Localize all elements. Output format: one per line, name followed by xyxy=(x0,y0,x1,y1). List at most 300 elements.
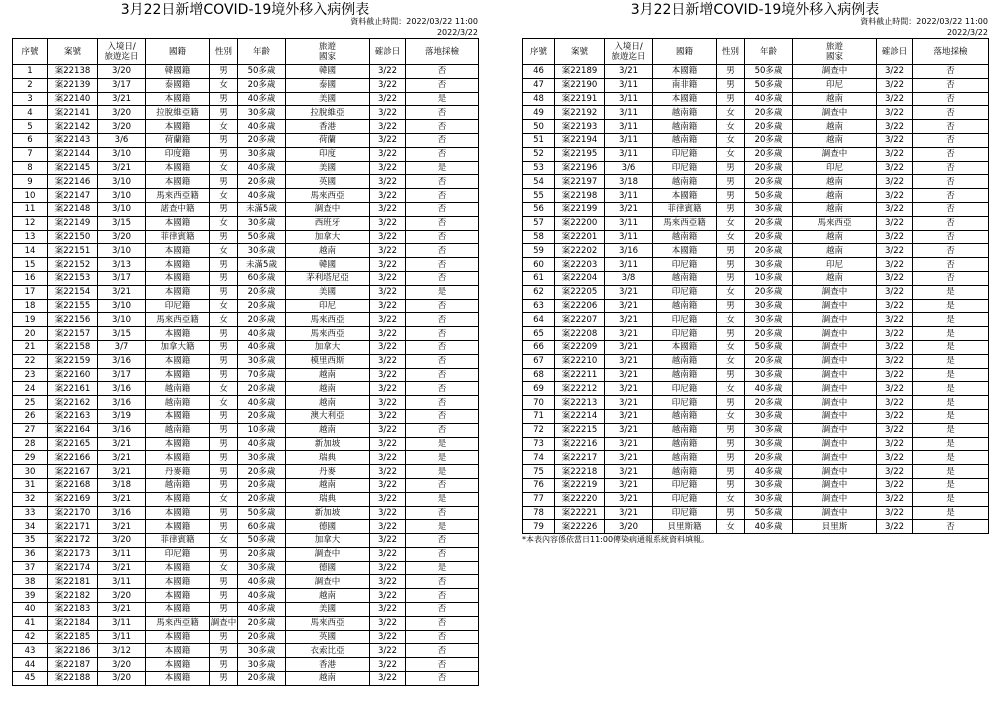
table-row xyxy=(13,299,479,313)
cell-confirm-date: 3/22 xyxy=(370,216,406,230)
column-header-nationality: 國籍 xyxy=(653,39,717,65)
cell-gender: 女 xyxy=(717,354,745,368)
cell-age: 50多歲 xyxy=(238,230,286,244)
cell-nationality: 越南籍 xyxy=(653,175,717,189)
cell-landing-test: 否 xyxy=(406,354,479,368)
cell-seq-number: 11 xyxy=(13,202,48,216)
cell-seq-number: 63 xyxy=(523,299,555,313)
cell-age: 40多歲 xyxy=(238,120,286,134)
table-row xyxy=(523,327,989,341)
table-row xyxy=(523,133,989,147)
cell-entry-date: 3/10 xyxy=(98,175,146,189)
cell-entry-date: 3/21 xyxy=(98,451,146,465)
cell-confirm-date: 3/22 xyxy=(877,65,913,79)
table-header-row xyxy=(523,39,989,65)
cell-gender: 女 xyxy=(717,147,745,161)
cell-landing-test: 否 xyxy=(913,133,989,147)
cell-travel-country: 印尼 xyxy=(793,78,877,92)
cell-case-number: 案22144 xyxy=(48,147,98,161)
cell-gender: 女 xyxy=(210,299,238,313)
cell-nationality: 菲律賓籍 xyxy=(653,202,717,216)
cell-nationality: 本國籍 xyxy=(653,189,717,203)
cell-case-number: 案22148 xyxy=(48,202,98,216)
cell-nationality: 菲律賓籍 xyxy=(146,230,210,244)
cell-nationality: 本國籍 xyxy=(146,644,210,658)
cell-seq-number: 74 xyxy=(523,451,555,465)
cell-confirm-date: 3/22 xyxy=(877,161,913,175)
table-row xyxy=(13,327,479,341)
cell-confirm-date: 3/22 xyxy=(370,437,406,451)
cell-gender: 女 xyxy=(717,216,745,230)
column-header-travel-country: 旅遊 國家 xyxy=(793,39,877,65)
cell-age: 40多歲 xyxy=(745,382,793,396)
cell-landing-test: 否 xyxy=(406,216,479,230)
cell-seq-number: 30 xyxy=(13,465,48,479)
cell-seq-number: 20 xyxy=(13,327,48,341)
cell-case-number: 案22209 xyxy=(555,340,605,354)
cell-age: 30多歲 xyxy=(238,147,286,161)
cell-gender: 男 xyxy=(210,327,238,341)
cell-nationality: 南非籍 xyxy=(653,78,717,92)
page-title: 3月22日新增COVID-19境外移入病例表 xyxy=(120,2,370,18)
cell-case-number: 案22171 xyxy=(48,520,98,534)
cell-gender: 女 xyxy=(210,534,238,548)
cell-nationality: 本國籍 xyxy=(146,589,210,603)
table-row xyxy=(13,313,479,327)
cell-case-number: 案22201 xyxy=(555,230,605,244)
cell-landing-test: 否 xyxy=(913,65,989,79)
cell-travel-country: 調查中 xyxy=(286,547,370,561)
table-row xyxy=(13,78,479,92)
cell-landing-test: 是 xyxy=(913,451,989,465)
table-row xyxy=(13,451,479,465)
cell-seq-number: 59 xyxy=(523,244,555,258)
cell-nationality: 本國籍 xyxy=(653,92,717,106)
cell-age: 40多歲 xyxy=(745,520,793,534)
cell-landing-test: 是 xyxy=(913,340,989,354)
cell-landing-test: 否 xyxy=(406,368,479,382)
cell-travel-country: 調查中 xyxy=(793,65,877,79)
table-row xyxy=(13,161,479,175)
cell-case-number: 案22153 xyxy=(48,271,98,285)
cell-confirm-date: 3/22 xyxy=(877,92,913,106)
table-row xyxy=(523,216,989,230)
cell-confirm-date: 3/22 xyxy=(877,244,913,258)
data-cutoff-time: 資料截止時間：2022/03/22 11:00 xyxy=(350,17,478,26)
cell-entry-date: 3/12 xyxy=(98,644,146,658)
cell-seq-number: 48 xyxy=(523,92,555,106)
cell-age: 20多歲 xyxy=(238,299,286,313)
column-header-age: 年齡 xyxy=(238,39,286,65)
cell-travel-country: 調查中 xyxy=(793,396,877,410)
cell-age: 30多歲 xyxy=(745,437,793,451)
cell-travel-country: 調查中 xyxy=(793,506,877,520)
cell-nationality: 本國籍 xyxy=(146,451,210,465)
footnote: *本表內容係依當日11:00傳染病通報系統資料填報。 xyxy=(522,535,710,544)
cell-seq-number: 64 xyxy=(523,313,555,327)
column-header-case-number: 案號 xyxy=(48,39,98,65)
cell-seq-number: 54 xyxy=(523,175,555,189)
cell-confirm-date: 3/22 xyxy=(370,630,406,644)
cell-entry-date: 3/20 xyxy=(98,65,146,79)
cell-nationality: 越南籍 xyxy=(146,396,210,410)
cell-age: 20多歲 xyxy=(238,78,286,92)
cell-landing-test: 否 xyxy=(406,506,479,520)
cell-age: 40多歲 xyxy=(745,92,793,106)
cell-seq-number: 44 xyxy=(13,658,48,672)
cell-seq-number: 70 xyxy=(523,396,555,410)
cell-case-number: 案22193 xyxy=(555,120,605,134)
cell-travel-country: 印尼 xyxy=(793,161,877,175)
cell-nationality: 本國籍 xyxy=(146,575,210,589)
cell-gender: 男 xyxy=(210,603,238,617)
cell-gender: 男 xyxy=(717,65,745,79)
cell-landing-test: 否 xyxy=(406,271,479,285)
cell-gender: 男 xyxy=(717,465,745,479)
table-row xyxy=(523,299,989,313)
cell-age: 10多歲 xyxy=(745,271,793,285)
cell-entry-date: 3/21 xyxy=(98,92,146,106)
cell-age: 20多歲 xyxy=(238,175,286,189)
cell-nationality: 越南籍 xyxy=(653,299,717,313)
table-row xyxy=(13,520,479,534)
cell-entry-date: 3/21 xyxy=(605,368,653,382)
cell-gender: 男 xyxy=(210,547,238,561)
cell-seq-number: 58 xyxy=(523,230,555,244)
cell-gender: 男 xyxy=(210,451,238,465)
cell-entry-date: 3/11 xyxy=(605,133,653,147)
cell-travel-country: 調查中 xyxy=(793,423,877,437)
cell-case-number: 案22150 xyxy=(48,230,98,244)
cell-confirm-date: 3/22 xyxy=(370,92,406,106)
cell-seq-number: 19 xyxy=(13,313,48,327)
cell-landing-test: 否 xyxy=(406,630,479,644)
cell-travel-country: 印度 xyxy=(286,147,370,161)
cell-age: 50多歲 xyxy=(238,65,286,79)
cell-confirm-date: 3/22 xyxy=(877,506,913,520)
cell-entry-date: 3/11 xyxy=(98,616,146,630)
cell-gender: 女 xyxy=(717,230,745,244)
cell-confirm-date: 3/22 xyxy=(370,506,406,520)
cell-gender: 女 xyxy=(210,561,238,575)
cell-case-number: 案22145 xyxy=(48,161,98,175)
cell-gender: 女 xyxy=(210,216,238,230)
cell-gender: 女 xyxy=(210,244,238,258)
cell-landing-test: 否 xyxy=(913,258,989,272)
cell-nationality: 本國籍 xyxy=(146,175,210,189)
cell-seq-number: 24 xyxy=(13,382,48,396)
cell-confirm-date: 3/22 xyxy=(370,161,406,175)
cell-confirm-date: 3/22 xyxy=(370,271,406,285)
cell-confirm-date: 3/22 xyxy=(370,672,406,686)
cell-travel-country: 馬來西亞 xyxy=(286,313,370,327)
cell-entry-date: 3/21 xyxy=(98,285,146,299)
cell-age: 30多歲 xyxy=(238,561,286,575)
cell-entry-date: 3/13 xyxy=(98,258,146,272)
cell-confirm-date: 3/22 xyxy=(877,299,913,313)
cell-entry-date: 3/21 xyxy=(98,465,146,479)
cell-entry-date: 3/11 xyxy=(605,230,653,244)
cell-confirm-date: 3/22 xyxy=(370,465,406,479)
cell-nationality: 本國籍 xyxy=(146,285,210,299)
cell-nationality: 印尼籍 xyxy=(653,396,717,410)
cell-nationality: 本國籍 xyxy=(146,244,210,258)
cell-nationality: 馬來西亞籍 xyxy=(146,313,210,327)
column-header-gender: 性別 xyxy=(210,39,238,65)
data-cutoff-time: 資料截止時間：2022/03/22 11:00 xyxy=(860,17,988,26)
cell-landing-test: 否 xyxy=(406,120,479,134)
cell-gender: 男 xyxy=(210,437,238,451)
cell-case-number: 案22192 xyxy=(555,106,605,120)
cases-table-right xyxy=(522,38,989,534)
cell-age: 50多歲 xyxy=(745,340,793,354)
cell-seq-number: 10 xyxy=(13,189,48,203)
cell-confirm-date: 3/22 xyxy=(370,189,406,203)
cell-confirm-date: 3/22 xyxy=(877,492,913,506)
cell-confirm-date: 3/22 xyxy=(877,175,913,189)
cell-travel-country: 馬來西亞 xyxy=(286,189,370,203)
cell-seq-number: 53 xyxy=(523,161,555,175)
cell-confirm-date: 3/22 xyxy=(877,465,913,479)
cell-travel-country: 韓國 xyxy=(286,258,370,272)
cell-landing-test: 是 xyxy=(406,161,479,175)
cell-age: 30多歲 xyxy=(238,106,286,120)
cell-seq-number: 21 xyxy=(13,340,48,354)
cell-travel-country: 越南 xyxy=(793,189,877,203)
table-row xyxy=(523,230,989,244)
cell-seq-number: 37 xyxy=(13,561,48,575)
cell-travel-country: 英國 xyxy=(286,175,370,189)
cell-nationality: 印尼籍 xyxy=(653,161,717,175)
cell-landing-test: 是 xyxy=(406,437,479,451)
cell-landing-test: 否 xyxy=(406,589,479,603)
cell-seq-number: 73 xyxy=(523,437,555,451)
cell-landing-test: 是 xyxy=(406,451,479,465)
cell-entry-date: 3/6 xyxy=(605,161,653,175)
cell-nationality: 本國籍 xyxy=(146,327,210,341)
cell-nationality: 印尼籍 xyxy=(653,478,717,492)
cell-entry-date: 3/15 xyxy=(98,327,146,341)
cell-travel-country: 越南 xyxy=(793,92,877,106)
cell-case-number: 案22217 xyxy=(555,451,605,465)
cell-gender: 女 xyxy=(210,189,238,203)
table-row xyxy=(13,285,479,299)
cell-landing-test: 是 xyxy=(406,520,479,534)
cell-entry-date: 3/21 xyxy=(605,65,653,79)
cell-seq-number: 50 xyxy=(523,120,555,134)
cell-age: 30多歲 xyxy=(745,299,793,313)
cell-gender: 男 xyxy=(210,658,238,672)
cell-case-number: 案22181 xyxy=(48,575,98,589)
cell-landing-test: 否 xyxy=(913,92,989,106)
cell-seq-number: 17 xyxy=(13,285,48,299)
cases-table-left xyxy=(12,38,479,686)
cell-age: 20多歲 xyxy=(238,409,286,423)
cell-seq-number: 28 xyxy=(13,437,48,451)
cell-case-number: 案22207 xyxy=(555,313,605,327)
cell-nationality: 馬來西亞籍 xyxy=(146,189,210,203)
cell-travel-country: 韓國 xyxy=(286,65,370,79)
cell-age: 70多歲 xyxy=(238,368,286,382)
cell-nationality: 越南籍 xyxy=(146,423,210,437)
cell-landing-test: 是 xyxy=(913,423,989,437)
cell-case-number: 案22210 xyxy=(555,354,605,368)
table-row xyxy=(13,478,479,492)
cell-gender: 女 xyxy=(717,340,745,354)
cell-gender: 男 xyxy=(717,244,745,258)
cell-confirm-date: 3/22 xyxy=(370,575,406,589)
cell-landing-test: 否 xyxy=(913,147,989,161)
cell-travel-country: 越南 xyxy=(793,175,877,189)
cell-gender: 女 xyxy=(210,161,238,175)
cell-confirm-date: 3/22 xyxy=(370,133,406,147)
cell-gender: 男 xyxy=(210,354,238,368)
cell-seq-number: 13 xyxy=(13,230,48,244)
cell-gender: 女 xyxy=(717,492,745,506)
cell-age: 40多歲 xyxy=(238,327,286,341)
cell-age: 20多歲 xyxy=(745,285,793,299)
column-header-travel-country: 旅遊 國家 xyxy=(286,39,370,65)
cell-age: 30多歲 xyxy=(745,423,793,437)
cell-entry-date: 3/21 xyxy=(98,492,146,506)
cell-case-number: 案22226 xyxy=(555,520,605,534)
cell-nationality: 印尼籍 xyxy=(653,327,717,341)
cell-confirm-date: 3/22 xyxy=(877,354,913,368)
cell-travel-country: 越南 xyxy=(286,672,370,686)
cell-case-number: 案22220 xyxy=(555,492,605,506)
cell-travel-country: 德國 xyxy=(286,520,370,534)
cell-nationality: 越南籍 xyxy=(653,354,717,368)
cell-nationality: 本國籍 xyxy=(146,409,210,423)
cell-landing-test: 否 xyxy=(406,672,479,686)
cell-case-number: 案22164 xyxy=(48,423,98,437)
cell-landing-test: 否 xyxy=(406,658,479,672)
cell-confirm-date: 3/22 xyxy=(370,451,406,465)
table-row xyxy=(13,534,479,548)
cell-entry-date: 3/11 xyxy=(605,216,653,230)
cell-confirm-date: 3/22 xyxy=(370,313,406,327)
cell-entry-date: 3/11 xyxy=(605,189,653,203)
cell-nationality: 本國籍 xyxy=(146,271,210,285)
cell-travel-country: 茅利塔尼亞 xyxy=(286,271,370,285)
cell-gender: 男 xyxy=(210,644,238,658)
cell-landing-test: 否 xyxy=(406,478,479,492)
cell-landing-test: 否 xyxy=(406,202,479,216)
cell-entry-date: 3/11 xyxy=(605,106,653,120)
table-row xyxy=(13,202,479,216)
cell-travel-country: 調查中 xyxy=(793,492,877,506)
table-row xyxy=(13,616,479,630)
cell-case-number: 案22157 xyxy=(48,327,98,341)
cell-case-number: 案22215 xyxy=(555,423,605,437)
cell-gender: 男 xyxy=(210,340,238,354)
cell-landing-test: 否 xyxy=(913,230,989,244)
cell-age: 20多歲 xyxy=(745,216,793,230)
table-row xyxy=(523,78,989,92)
cell-case-number: 案22160 xyxy=(48,368,98,382)
cell-landing-test: 否 xyxy=(406,299,479,313)
cell-nationality: 本國籍 xyxy=(653,244,717,258)
cell-entry-date: 3/21 xyxy=(605,396,653,410)
cell-case-number: 案22195 xyxy=(555,147,605,161)
cell-age: 20多歲 xyxy=(745,354,793,368)
cell-gender: 男 xyxy=(210,133,238,147)
cell-landing-test: 否 xyxy=(406,258,479,272)
cell-nationality: 本國籍 xyxy=(146,161,210,175)
table-row xyxy=(523,520,989,534)
cell-confirm-date: 3/22 xyxy=(877,216,913,230)
cell-travel-country: 越南 xyxy=(286,478,370,492)
cell-gender: 男 xyxy=(717,189,745,203)
cell-landing-test: 否 xyxy=(913,78,989,92)
cell-travel-country: 調查中 xyxy=(793,147,877,161)
cell-seq-number: 38 xyxy=(13,575,48,589)
cell-confirm-date: 3/22 xyxy=(877,368,913,382)
table-row xyxy=(13,368,479,382)
cell-entry-date: 3/19 xyxy=(98,409,146,423)
cell-seq-number: 69 xyxy=(523,382,555,396)
table-row xyxy=(13,354,479,368)
cell-seq-number: 23 xyxy=(13,368,48,382)
cell-seq-number: 67 xyxy=(523,354,555,368)
cell-landing-test: 否 xyxy=(406,327,479,341)
cell-travel-country: 調查中 xyxy=(793,106,877,120)
cell-age: 20多歲 xyxy=(745,147,793,161)
cell-nationality: 越南籍 xyxy=(653,120,717,134)
cell-travel-country: 拉脫維亞 xyxy=(286,106,370,120)
cell-nationality: 本國籍 xyxy=(653,65,717,79)
cell-nationality: 加拿大籍 xyxy=(146,340,210,354)
cell-case-number: 案22152 xyxy=(48,258,98,272)
cell-confirm-date: 3/22 xyxy=(877,327,913,341)
cell-age: 未滿5歲 xyxy=(238,258,286,272)
cell-landing-test: 否 xyxy=(913,106,989,120)
cell-gender: 男 xyxy=(210,465,238,479)
cell-travel-country: 英國 xyxy=(286,630,370,644)
cell-gender: 男 xyxy=(717,258,745,272)
cell-confirm-date: 3/22 xyxy=(370,603,406,617)
cell-travel-country: 美國 xyxy=(286,603,370,617)
cell-confirm-date: 3/22 xyxy=(877,437,913,451)
cell-travel-country: 調查中 xyxy=(793,451,877,465)
cell-landing-test: 否 xyxy=(406,78,479,92)
cell-travel-country: 調查中 xyxy=(793,354,877,368)
cell-travel-country: 德國 xyxy=(286,561,370,575)
cell-entry-date: 3/18 xyxy=(98,478,146,492)
cell-confirm-date: 3/22 xyxy=(370,120,406,134)
table-row xyxy=(523,465,989,479)
cell-case-number: 案22214 xyxy=(555,409,605,423)
cell-landing-test: 否 xyxy=(406,423,479,437)
cell-landing-test: 是 xyxy=(406,492,479,506)
cell-gender: 男 xyxy=(717,271,745,285)
cell-gender: 男 xyxy=(210,478,238,492)
cell-gender: 女 xyxy=(210,313,238,327)
cell-case-number: 案22196 xyxy=(555,161,605,175)
table-row xyxy=(523,92,989,106)
cell-entry-date: 3/20 xyxy=(605,520,653,534)
cell-gender: 男 xyxy=(210,423,238,437)
cell-travel-country: 調查中 xyxy=(793,299,877,313)
cell-age: 20多歲 xyxy=(745,230,793,244)
cell-case-number: 案22167 xyxy=(48,465,98,479)
cell-age: 40多歲 xyxy=(238,189,286,203)
cell-case-number: 案22187 xyxy=(48,658,98,672)
cell-confirm-date: 3/22 xyxy=(877,396,913,410)
cell-nationality: 本國籍 xyxy=(146,506,210,520)
cell-travel-country: 調查中 xyxy=(793,340,877,354)
cell-confirm-date: 3/22 xyxy=(370,354,406,368)
